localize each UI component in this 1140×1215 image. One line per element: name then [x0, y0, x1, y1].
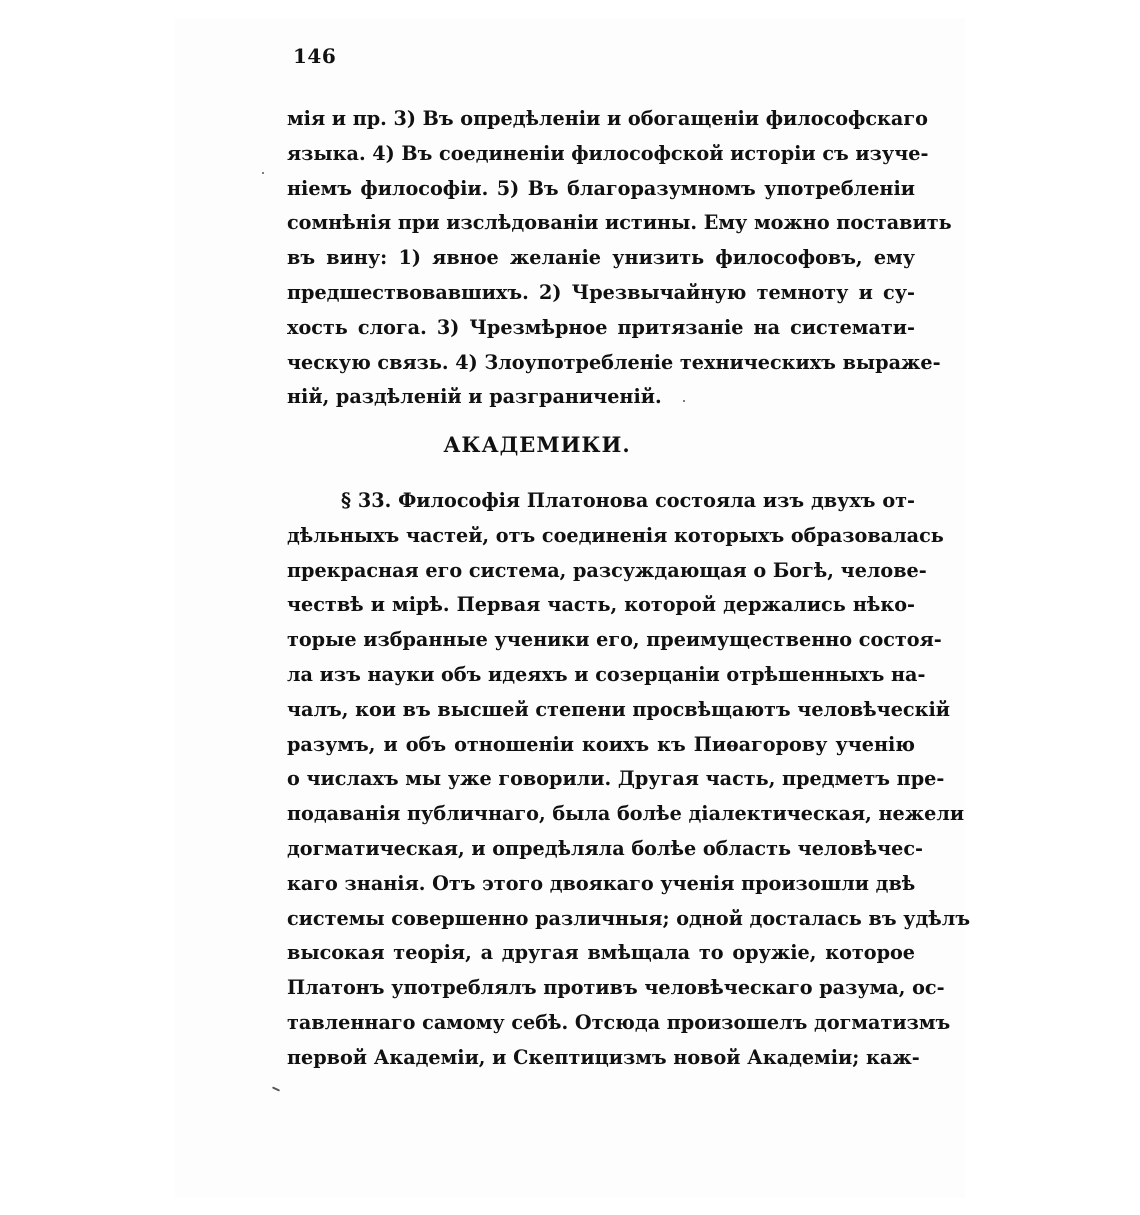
text-line: разумъ, и объ отношеніи коихъ къ Пиѳагорову ученію	[287, 732, 915, 756]
text-line: догматическая, и опредѣляла болѣе область человѣчес-	[287, 836, 923, 860]
text-line: мія и пр. 3) Въ опредѣленіи и обогащеніи философскаго	[287, 107, 928, 130]
page-number: 146	[293, 44, 337, 68]
text-line: ній, раздѣленій и разграниченій.	[287, 385, 662, 409]
text-line: сомнѣнія при изслѣдованіи истины. Ему можно поставить	[287, 211, 952, 235]
text-line: каго знанія. Отъ этого двоякаго ученія произошли двѣ	[287, 871, 916, 895]
text-line: первой Академіи, и Скептицизмъ новой Академіи; каж-	[287, 1045, 920, 1069]
text-line: предшествовавшихъ. 2) Чрезвычайную темноту и су-	[287, 280, 915, 304]
text-line: въ вину: 1) явное желаніе унизить философовъ, ему	[287, 246, 915, 270]
text-line: высокая теорія, а другая вмѣщала то оружіе, которое	[287, 941, 915, 965]
text-line: тавленнаго самому себѣ. Отсюда произошелъ догматизмъ	[287, 1010, 951, 1034]
text-line: чалъ, кои въ высшей степени просвѣщаютъ человѣческій	[287, 697, 950, 721]
text-line: Платонъ употреблялъ противъ человѣческаго разума, ос-	[287, 976, 945, 1000]
text-line: ніемъ философіи. 5) Въ благоразумномъ употребленіи	[287, 176, 915, 200]
section-heading: АКАДЕМИКИ.	[443, 432, 631, 457]
scan-speck	[683, 400, 685, 402]
text-line: ческую связь. 4) Злоупотребленіе техническихъ выраже-	[287, 350, 941, 374]
text-line: языка. 4) Въ соединеніи философской исторіи съ изуче-	[287, 141, 929, 165]
text-line: системы совершенно различныя; одной досталась въ удѣлъ	[287, 906, 971, 930]
text-line: дѣльныхъ частей, отъ соединенія которыхъ образовалась	[287, 523, 944, 547]
paragraph-continuation	[287, 102, 952, 415]
text-line: хость слога. 3) Чрезмѣрное притязаніе на системати-	[287, 315, 915, 339]
text-line: § 33. Философія Платонова состояла изъ двухъ от-	[341, 489, 915, 512]
text-line: торые избранные ученики его, преимущественно состоя-	[287, 628, 942, 652]
text-line: ла изъ науки объ идеяхъ и созерцаніи отрѣшенныхъ на-	[287, 662, 926, 686]
paragraph-academics	[287, 484, 971, 1076]
text-line: подаванія публичнаго, была болѣе діалектическая, нежели	[287, 802, 965, 826]
text-line: о числахъ мы уже говорили. Другая часть, предметъ пре-	[287, 767, 945, 791]
text-line: чествѣ и мірѣ. Первая часть, которой держались нѣко-	[287, 593, 915, 617]
text-line: прекрасная его система, разсуждающая о Богѣ, челове-	[287, 558, 927, 582]
scan-speck	[262, 172, 264, 174]
